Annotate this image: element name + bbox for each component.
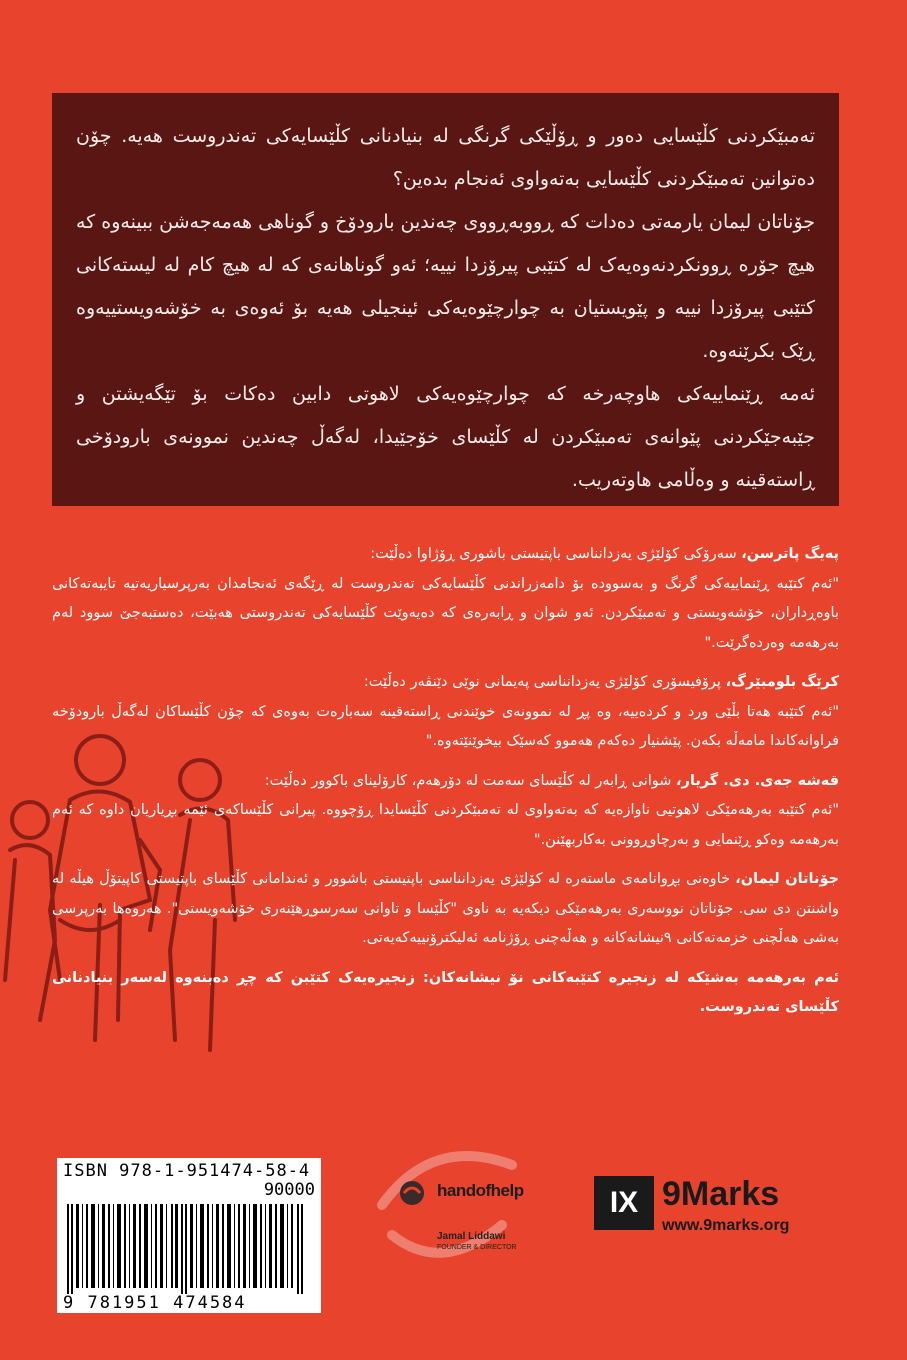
isbn-barcode	[57, 1158, 321, 1313]
endorser-title: شوانی ڕابەر لە کڵێسای سەمت لە دۆرهەم، کارۆلینای باکوور دەڵێت:	[264, 772, 677, 789]
ninemarks-badge: IX	[594, 1176, 654, 1230]
blurb-box	[52, 93, 839, 506]
author-bio-text: خاوەنی بڕوانامەی ماستەرە لە کۆلێژی یەزدانناسی باپتیستی باشوور و ئەندامانی کڵێسای باپتیستی کاپیتۆڵ هیڵە لە واشنتن دی سی. جۆناتان نووسەری بەرهەمێکی دیکەیە بە ناوی "کڵێسا و تاوانی سەرسوڕهێنەری خۆشەویستی". هەروەها بەرپرسی بەشی هەڵچنی خزمەتەکانی ٩نیشانەکانە و هەڵەچنی ڕۆژنامە ئەلیکترۆنییەکەیەتی.	[52, 871, 839, 946]
endorsement-3	[52, 767, 839, 856]
endorsement-quote: "ئەم کتێبە هەتا بڵێی ورد و کردەییە، وە پڕ لە نموونەی خوێندنی ڕاستەقینە سەبارەت بەوەی کە چۆن کڵێساکان لەگەڵ بارودۆخە فراوانەکاندا مامەڵە بکەن. پێشنیار دەکەم هەموو کەسێک بیخوێنێتەوە."	[52, 703, 839, 749]
endorser-name: پەیگ پاترسن،	[741, 546, 839, 562]
price-code: 90000	[263, 1180, 315, 1200]
endorser-title: پرۆفیسۆری کۆلێژی یەزدانناسی پەیمانی نوێی دێنڤەر دەڵێت:	[363, 674, 726, 690]
ninemarks-name: 9Marks	[662, 1175, 780, 1213]
series-note: ئەم بەرهەمە بەشێکە لە زنجیرە کتێبەکانی نۆ نیشانەکان: زنجیرەیەک کتێبن کە چڕ دەبنەوە لەسەر بنیادنانی کڵێسای تەندروست.	[52, 969, 839, 1015]
endorsement-quote: "ئەم کتێبە ڕێنماییەکی گرنگ و بەسوودە بۆ دامەزراندنی کڵێسایەکی تەندروست لە ڕێگەی ئەنجامدان بەرپرسیاریەتیە تایبەتەکانی باوەڕداران، خۆشەویستی و تەمبێکردن. ئەو شوان و ڕابەرەی کە دەیەوێت کڵێسایەکی تەندروستی هەبێت، دەستبەجێ سوود لەم بەرهەمە وەردەگرێت."	[52, 575, 839, 651]
endorser-name: قەشە جەی. دی. گریار،	[676, 772, 839, 789]
barcode-bars	[63, 1204, 315, 1294]
blurb-paragraph-2: جۆناتان لیمان یارمەتی دەدات کە ڕووبەڕووی چەندین بارودۆخ و گوناهی هەمەجەشن ببینەوە کە هیچ جۆرە ڕوونکردنەوەیەک لە کتێبی پیرۆزدا نییە؛ ئەو گوناهانەی کە لە هیچ کام لە لیستەکانی کتێبی پیرۆزدا نییە و پێویستیان بە چوارچێوەیەکی ئینجیلی هەیە بۆ ئەوەی بە خۆشەویستییەوە ڕێک بکرێنەوە.	[76, 211, 815, 362]
ninemarks-url: www.9marks.org	[662, 1217, 790, 1234]
endorsement-quote: "ئەم کتێبە بەرهەمێکی لاهوتیی ناوازەیە کە بەتەواوی لە تەمبێکردنی کڵێسایدا ڕۆچووە. پیرانی کڵێساکەی ئێمە بڕیاریان داوە کە ئەم بەرهەمە وەکو ڕێنمایی و بەرچاوڕوونی بەکاربهێنن."	[52, 802, 839, 848]
hand-of-help-role: FOUNDER & DIRECTOR	[437, 1244, 517, 1251]
isbn-text: ISBN 978-1-951474-58-4	[63, 1161, 311, 1181]
endorser-name: کرێگ بلومبێرگ،	[725, 674, 839, 690]
author-name: جۆناتان لیمان،	[735, 871, 839, 887]
blurb-paragraph-1: تەمبێکردنی کڵێسایی دەور و ڕۆڵێکی گرنگی لە بنیادنانی کڵێسایەکی تەندروست هەیە. چۆن دەتوانین تەمبێکردنی کڵێسایی بەتەواوی ئەنجام بدەین؟	[76, 125, 815, 190]
endorsement-2	[52, 668, 839, 757]
endorser-title: سەرۆکی کۆلێژی یەزدانناسی باپتیستی باشوری ڕۆژاوا دەڵێت:	[370, 546, 742, 562]
blurb-paragraph-3: ئەمە ڕێنماییەکی هاوچەرخە کە چوارچێوەیەکی لاهوتی دابین دەکات بۆ تێگەیشتن و جێبەجێکردنی پێوانەی تەمبێکردن لە کڵێسای خۆجێیدا، لەگەڵ چەندین نموونەی بارودۆخی ڕاستەقینە و وەڵامی هاوتەریب.	[76, 383, 815, 491]
endorsement-1	[52, 540, 839, 658]
hand-of-help-logo-text: handofhelp	[437, 1181, 524, 1200]
hand-of-help-person: Jamal Liddawi	[437, 1231, 506, 1242]
author-bio	[52, 865, 839, 954]
ean-digits: 9 781951 474584	[63, 1293, 247, 1313]
endorsements	[52, 540, 839, 1033]
